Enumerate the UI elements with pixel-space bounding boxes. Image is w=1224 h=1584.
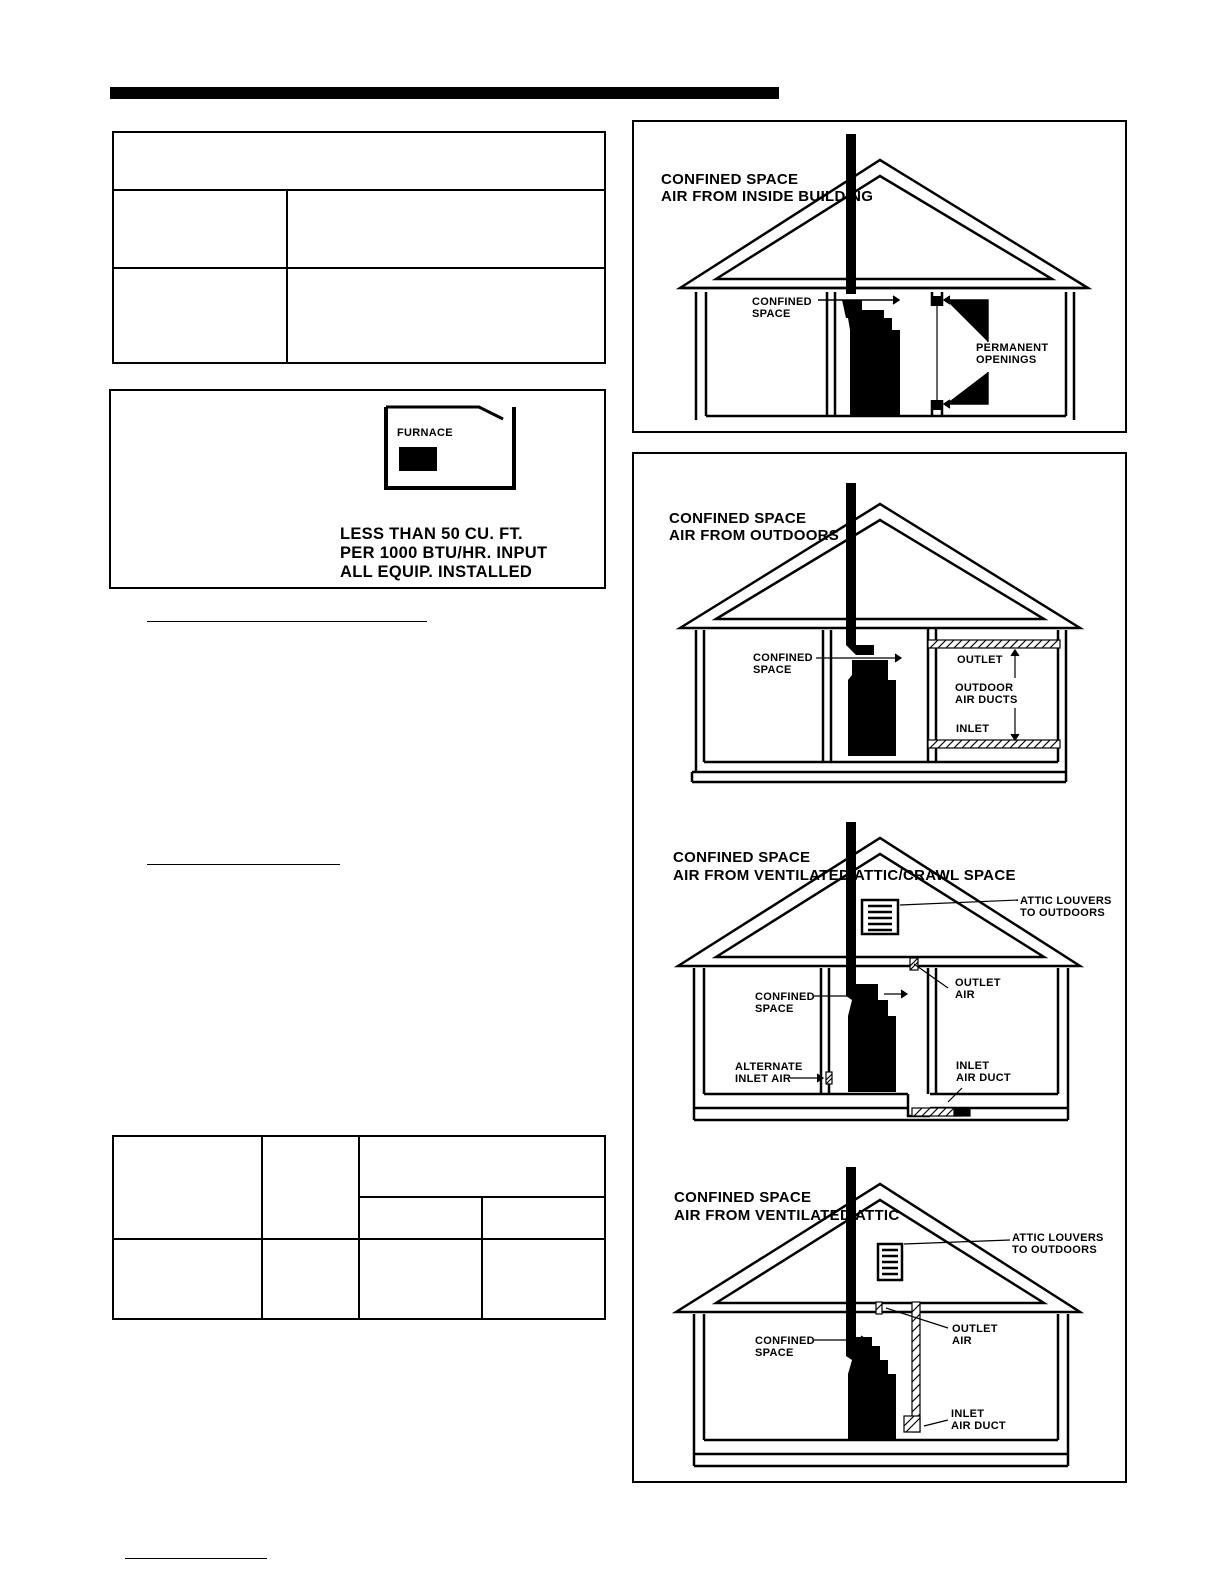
diagram-attic-outlet-2: AIR — [952, 1335, 972, 1347]
diagram-outdoors-confined-2: SPACE — [753, 664, 792, 676]
diagram-attic-title-2: AIR FROM VENTILATED ATTIC — [674, 1207, 900, 1224]
diagram-attic-crawl-louvers-1: ATTIC LOUVERS — [1020, 895, 1112, 907]
diagram-outdoors-ducts-1: OUTDOOR — [955, 682, 1014, 694]
diagram-outdoors-title-2: AIR FROM OUTDOORS — [669, 527, 840, 544]
diagram-attic-crawl-confined-2: SPACE — [755, 1003, 794, 1015]
diagram-attic-crawl-inlet-2: AIR DUCT — [956, 1072, 1011, 1084]
diagram-attic-crawl-title-2: AIR FROM VENTILATED ATTIC/CRAWL SPACE — [673, 867, 1016, 884]
diagram-outdoors-inlet: INLET — [956, 723, 990, 735]
diagram-inside-openings-2: OPENINGS — [976, 354, 1037, 366]
diagram-inside-confined-2: SPACE — [752, 308, 791, 320]
volume-line-1: LESS THAN 50 CU. FT. — [340, 525, 523, 543]
diagram-inside-title-1: CONFINED SPACE — [661, 171, 799, 188]
volume-line-3: ALL EQUIP. INSTALLED — [340, 563, 533, 581]
volume-line-2: PER 1000 BTU/HR. INPUT — [340, 544, 548, 562]
diagram-attic-crawl-outlet-2: AIR — [955, 989, 975, 1001]
diagram-inside-openings-1: PERMANENT — [976, 342, 1049, 354]
diagram-outdoors-outlet: OUTLET — [957, 654, 1003, 666]
diagram-attic-inlet-2: AIR DUCT — [951, 1420, 1006, 1432]
diagram-inside-confined-1: CONFINED — [752, 296, 812, 308]
diagram-outdoors-confined-1: CONFINED — [753, 652, 813, 664]
diagram-attic-crawl-alternate-1: ALTERNATE — [735, 1061, 803, 1073]
furnace-label: FURNACE — [397, 427, 453, 439]
diagram-attic-crawl-title-1: CONFINED SPACE — [673, 849, 811, 866]
diagram-attic-confined-2: SPACE — [755, 1347, 794, 1359]
diagram-outdoors-title-1: CONFINED SPACE — [669, 510, 807, 527]
diagram-inside-title-2: AIR FROM INSIDE BUILDING — [661, 188, 874, 205]
diagram-attic-louvers-2: TO OUTDOORS — [1012, 1244, 1097, 1256]
diagram-attic-title-1: CONFINED SPACE — [674, 1189, 812, 1206]
diagram-attic-inlet-1: INLET — [951, 1408, 985, 1420]
diagram-attic-crawl-inlet-1: INLET — [956, 1060, 990, 1072]
diagram-attic-crawl-outlet-1: OUTLET — [955, 977, 1001, 989]
diagram-outdoors-ducts-2: AIR DUCTS — [955, 694, 1018, 706]
diagram-attic-outlet-1: OUTLET — [952, 1323, 998, 1335]
diagram-attic-crawl-confined-1: CONFINED — [755, 991, 815, 1003]
diagram-attic-louvers-1: ATTIC LOUVERS — [1012, 1232, 1104, 1244]
diagram-attic-crawl-louvers-2: TO OUTDOORS — [1020, 907, 1105, 919]
diagram-attic-confined-1: CONFINED — [755, 1335, 815, 1347]
diagram-attic-crawl-alternate-2: INLET AIR — [735, 1073, 792, 1085]
